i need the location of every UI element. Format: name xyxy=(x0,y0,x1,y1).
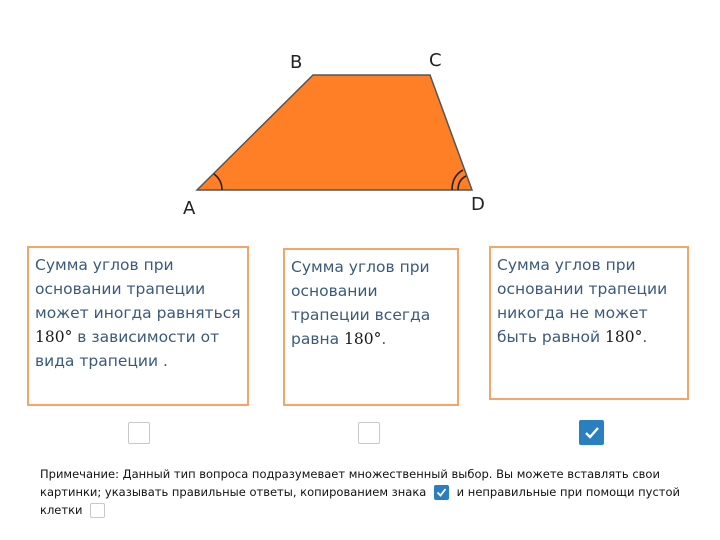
vertex-label-b: B xyxy=(290,52,303,73)
trapezoid-figure xyxy=(0,0,720,230)
option-suffix-2: . xyxy=(381,330,387,348)
note-text-part2: и неправильные при помощи пустой клетки xyxy=(40,485,681,517)
option-value-3: 180° xyxy=(604,328,643,346)
instruction-note xyxy=(40,465,690,519)
option-text-3: Сумма углов при основании трапеции никогда не может быть равной xyxy=(497,256,668,346)
option-card-3 xyxy=(489,246,689,400)
sample-empty-box-icon xyxy=(90,503,105,518)
option-card-2 xyxy=(283,248,459,406)
note-text-part1: Примечание: Данный тип вопроса подразумевает множественный выбор. Вы можете вставлять свои картинки; указывать правильные ответы, копированием знака xyxy=(40,467,660,499)
option-value-1: 180° xyxy=(35,328,73,346)
check-icon xyxy=(584,425,600,441)
option-suffix-3: . xyxy=(642,328,648,346)
option-text-2: Сумма углов при основании трапеции всегда равна xyxy=(291,258,431,348)
option-checkbox-2[interactable] xyxy=(358,422,380,444)
vertex-label-a: A xyxy=(183,198,196,219)
vertex-label-c: C xyxy=(429,50,442,71)
sample-checked-box-icon xyxy=(434,485,449,500)
vertex-label-d: D xyxy=(471,194,485,215)
trapezoid-shape xyxy=(197,75,472,190)
option-suffix-1: в зависимости от вида трапеции . xyxy=(35,328,220,370)
option-checkbox-3[interactable] xyxy=(579,420,604,445)
option-value-2: 180° xyxy=(344,330,382,348)
option-checkbox-1[interactable] xyxy=(128,422,150,444)
option-text-1: Сумма углов при основании трапеции может иногда равняться xyxy=(35,256,241,322)
option-card-1 xyxy=(27,246,249,406)
trapezoid-svg xyxy=(0,0,720,230)
